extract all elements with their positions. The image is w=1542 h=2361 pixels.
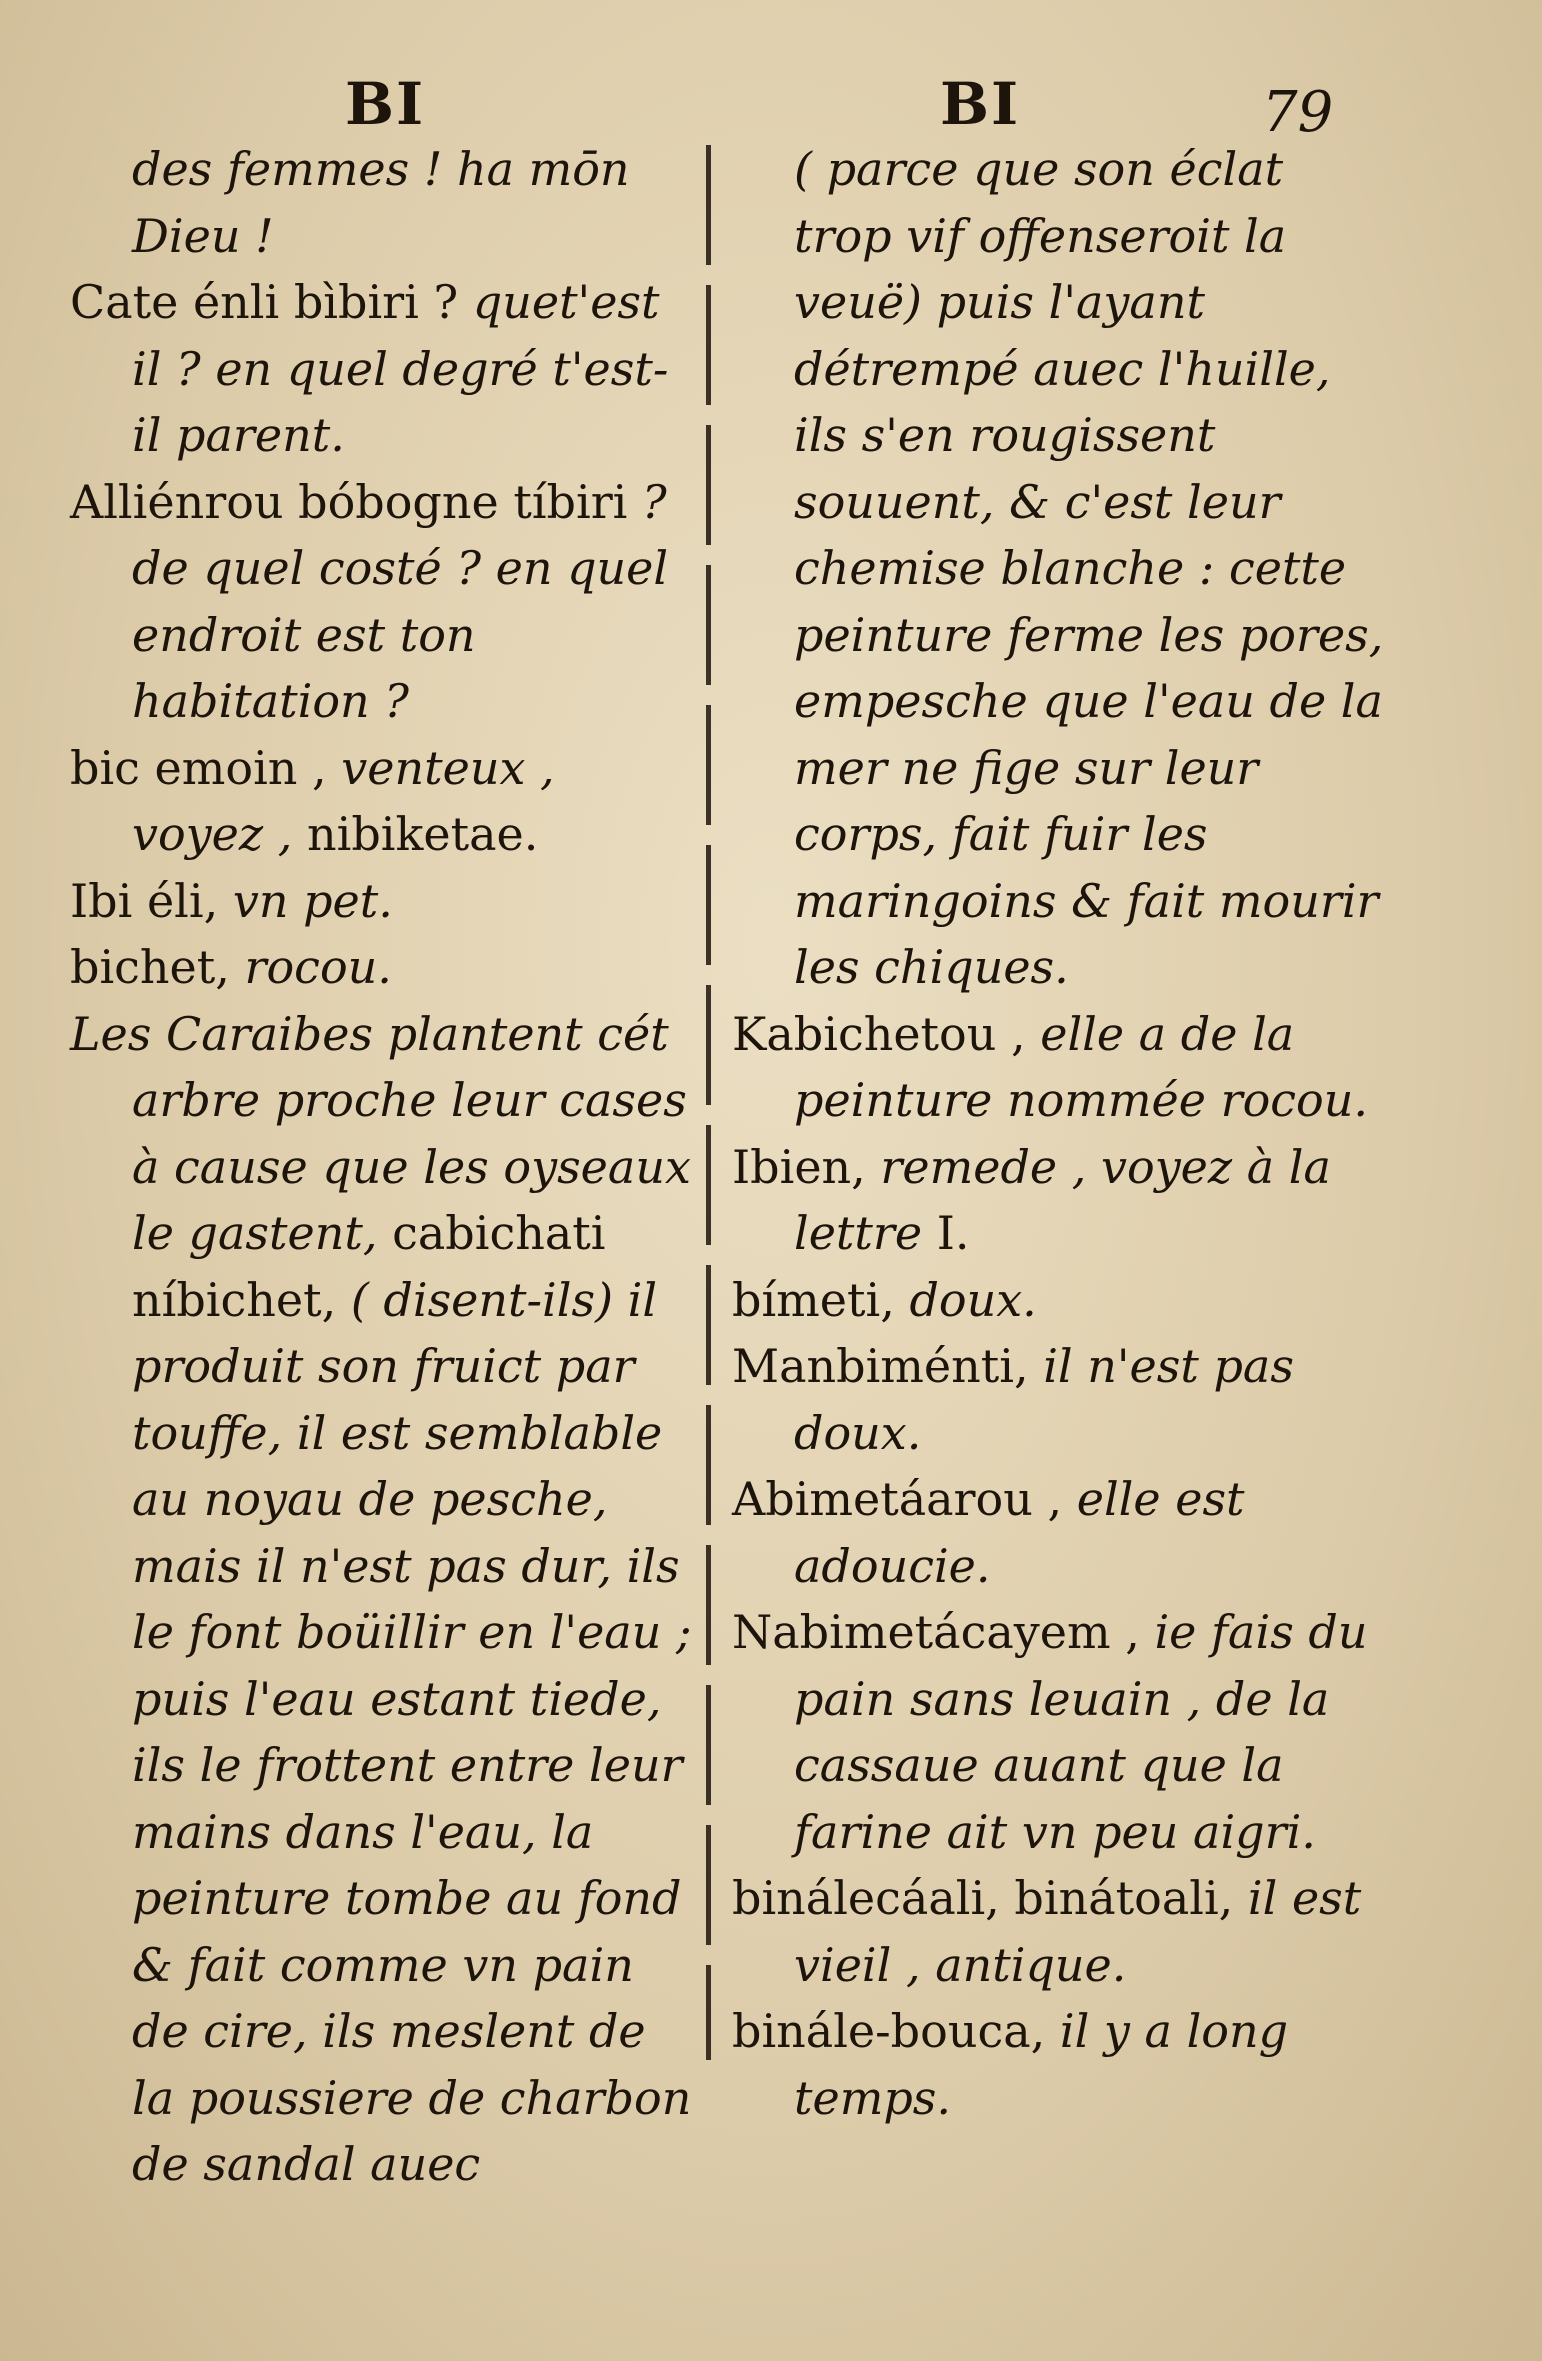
dictionary-entry: [732, 1599, 1392, 1865]
entry-gloss: venteux , voyez ,: [132, 740, 555, 861]
entry-gloss: ie fais du pain sans leuain , de la cassaue auant que la farine ait vn peu aigri.: [794, 1605, 1368, 1859]
entry-headword: nibiketae.: [307, 807, 539, 861]
entry-gloss: ( parce que son éclat trop vif offenseroit la veuë) puis l'ayant détrempé auec l'huille, ils s'en rougissent souuent, & c'est leur chemise blanche : cette peinture ferme les pores, empesche que l'eau de la mer ne fige sur leur corps, fait fuir les maringoins & fait mourir les chiques.: [794, 142, 1384, 994]
entry-gloss: il est vieil , antique.: [794, 1871, 1362, 1992]
right-column: [732, 136, 1392, 2131]
entry-gloss: vn pet.: [232, 873, 393, 928]
entry-gloss: rocou.: [244, 940, 392, 994]
dictionary-entry: [732, 1001, 1392, 1134]
dictionary-entry: [70, 735, 692, 868]
entry-headword: Ibien,: [732, 1139, 881, 1194]
entry-headword: Abimetáarou ,: [732, 1472, 1077, 1526]
entry-gloss: doux.: [909, 1272, 1037, 1327]
entry-headword: cabichati níbichet,: [132, 1206, 606, 1327]
entry-gloss: il y a long temps.: [794, 2004, 1289, 2125]
entry-gloss: elle a de la peinture nommée rocou.: [794, 1006, 1368, 1127]
entry-headword: Manbiménti,: [732, 1339, 1044, 1393]
dictionary-entry: [732, 136, 1392, 1001]
entry-headword: I.: [936, 1206, 970, 1260]
dictionary-entry: [732, 1134, 1392, 1267]
entry-headword: binále-bouca,: [732, 2004, 1060, 2058]
page-number: 79: [1262, 80, 1334, 145]
entry-headword: Ibi éli,: [70, 873, 233, 928]
entry-headword: binálecáali, binátoali,: [732, 1871, 1248, 1925]
entry-headword: bic emoin ,: [70, 740, 342, 795]
entry-headword: Cate énli bìbiri ?: [70, 275, 473, 329]
entry-headword: Nabimetácayem ,: [732, 1605, 1155, 1659]
dictionary-entry: [732, 1998, 1392, 2131]
entry-gloss: ( disent-ils) il produit son fruict par touffe, il est semblable au noyau de pesche, mais il n'est pas dur, ils le font boüillir en l'eau ; puis l'eau estant tiede, ils le frottent entre leur mains dans l'eau, la peinture tombe au fond & fait comme vn pain de cire, ils meslent de la poussiere de charbon de sandal auec: [132, 1272, 692, 2191]
entry-gloss: remede , voyez à la lettre: [794, 1139, 1331, 1260]
dictionary-entry: [70, 136, 692, 269]
entry-headword: Alliénrou bóbogne tíbiri: [70, 474, 643, 529]
column-rule: [706, 145, 711, 2060]
entry-gloss: ? de quel costé ? en quel endroit est ton habitation ?: [132, 474, 669, 728]
entry-gloss: elle est adoucie.: [794, 1472, 1245, 1593]
dictionary-entry: [732, 1466, 1392, 1599]
entry-gloss: quet'est il ? en quel degré t'est-il parent.: [132, 275, 669, 462]
dictionary-entry: [70, 1001, 692, 2198]
dictionary-entry: [70, 469, 692, 735]
right-running-head: BI: [940, 70, 1021, 138]
entry-gloss: il n'est pas doux.: [794, 1339, 1294, 1460]
dictionary-entry: [70, 868, 692, 935]
dictionary-entry: [70, 269, 692, 469]
entry-gloss: des femmes ! ha mōn Dieu !: [132, 142, 630, 263]
dictionary-entry: [732, 1865, 1392, 1998]
left-column: [70, 136, 692, 2198]
left-running-head: BI: [345, 70, 426, 138]
entry-headword: Kabichetou ,: [732, 1006, 1041, 1061]
dictionary-entry: [732, 1333, 1392, 1466]
entry-headword: bímeti,: [732, 1272, 910, 1327]
dictionary-entry: [70, 934, 692, 1001]
entry-headword: bichet,: [70, 940, 245, 994]
dictionary-entry: [732, 1267, 1392, 1334]
entry-gloss: Les Caraibes plantent cét arbre proche leur cases à cause que les oyseaux le gastent,: [70, 1006, 691, 1260]
